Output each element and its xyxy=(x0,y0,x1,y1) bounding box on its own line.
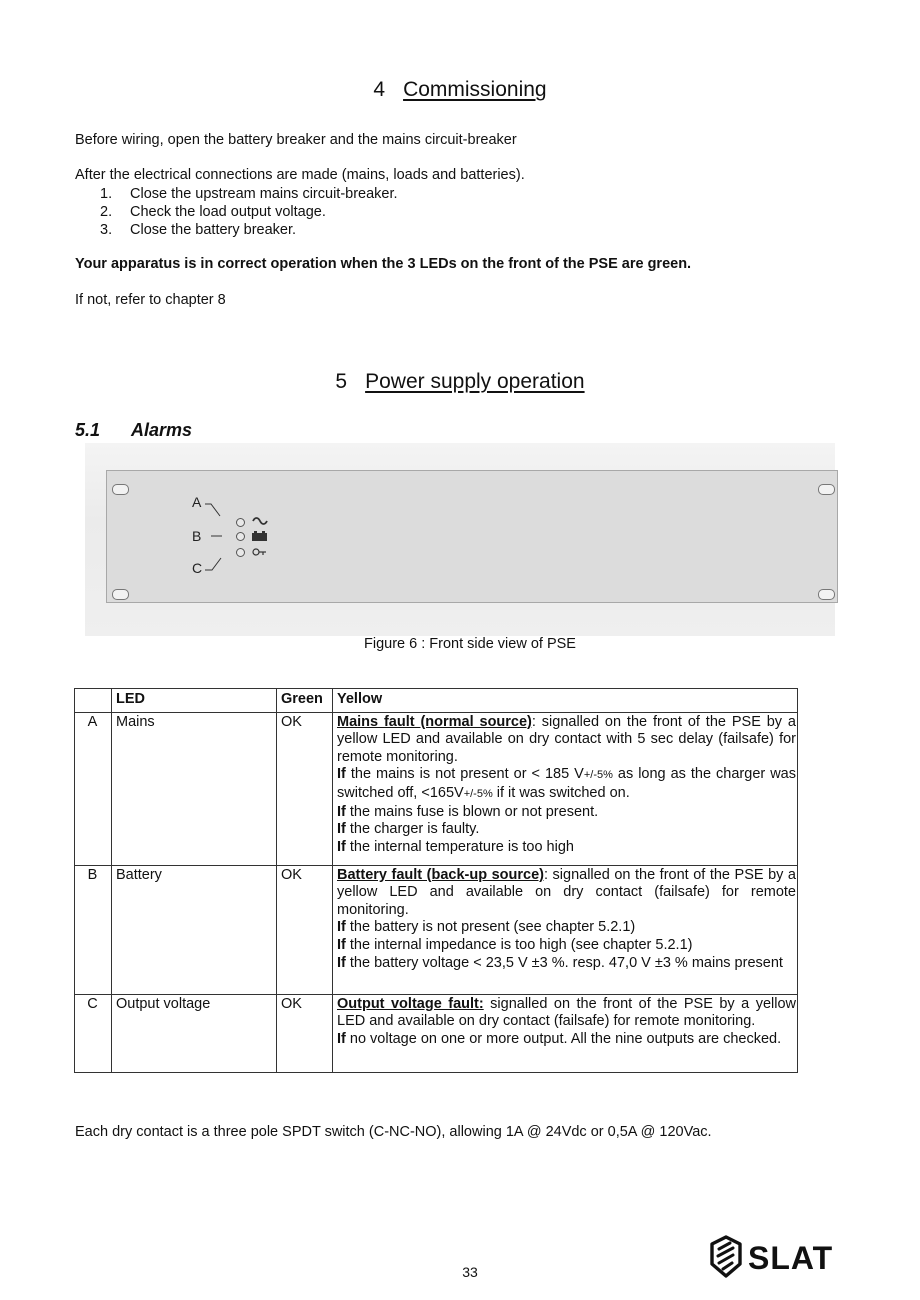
table-row xyxy=(75,994,798,1072)
mounting-hole xyxy=(112,484,129,495)
row-led: Mains xyxy=(112,712,277,865)
page-number: 33 xyxy=(462,1264,478,1280)
row-yellow-description: Output voltage fault: signalled on the front of the PSE by a yellow LED and available on dry contact (failsafe) for remote monitoring. If no voltage on one or more output. All the nine outputs are checked. xyxy=(333,994,798,1072)
bold-note: Your apparatus is in correct operation when the 3 LEDs on the front of the PSE are green. xyxy=(75,256,692,272)
led-a xyxy=(236,518,245,527)
header-yellow: Yellow xyxy=(333,689,798,713)
table-header-row xyxy=(75,689,798,713)
row-green: OK xyxy=(277,994,333,1072)
figure-caption: Figure 6 : Front side view of PSE xyxy=(364,636,576,652)
slat-logo-mark-icon xyxy=(710,1234,846,1280)
mains-icon xyxy=(252,516,268,526)
slat-logo xyxy=(710,1234,846,1284)
intro-paragraph-1: Before wiring, open the battery breaker and the mains circuit-breaker xyxy=(75,132,517,148)
battery-icon xyxy=(252,531,268,541)
logo-text: SLAT xyxy=(748,1240,834,1276)
chapter-5-title: Power supply operation xyxy=(365,370,585,393)
chapter-4-heading xyxy=(0,78,920,102)
list-item: 2. Check the load output voltage. xyxy=(100,204,326,220)
chapter-4-title: Commissioning xyxy=(403,78,547,101)
led-c xyxy=(236,548,245,557)
section-title: Alarms xyxy=(131,420,193,440)
led-b xyxy=(236,532,245,541)
list-item: 1. Close the upstream mains circuit-breaker. xyxy=(100,186,398,202)
output-icon xyxy=(252,547,268,557)
chapter-4-number: 4 xyxy=(373,78,386,101)
header-blank xyxy=(75,689,112,713)
refer-note: If not, refer to chapter 8 xyxy=(75,292,226,308)
row-green: OK xyxy=(277,712,333,865)
mounting-hole xyxy=(818,484,835,495)
row-led: Battery xyxy=(112,865,277,994)
pse-front-panel xyxy=(106,470,838,603)
row-yellow-description: Battery fault (back-up source): signalled on the front of the PSE by a yellow LED and available on dry contact (failsafe) for remote monitoring. If the battery is not present (see chapter 5.2.1) If the internal impedance is too high (see chapter 5.2.1) If the battery voltage < 23,5 V ±3 %. resp. 47,0 V ±3 % mains present xyxy=(333,865,798,994)
section-number: 5.1 xyxy=(75,420,101,440)
mounting-hole xyxy=(818,589,835,600)
alarms-table xyxy=(74,688,798,1073)
table-row xyxy=(75,712,798,865)
dry-contact-note: Each dry contact is a three pole SPDT switch (C-NC-NO), allowing 1A @ 24Vdc or 0,5A @ 120Vac. xyxy=(75,1124,712,1140)
chapter-5-number: 5 xyxy=(335,370,348,393)
intro-paragraph-2: After the electrical connections are made (mains, loads and batteries). xyxy=(75,167,525,183)
steps-list xyxy=(75,185,398,239)
table-row xyxy=(75,865,798,994)
row-letter: C xyxy=(75,994,112,1072)
list-item: 3. Close the battery breaker. xyxy=(100,222,297,238)
header-led: LED xyxy=(112,689,277,713)
chapter-5-heading xyxy=(0,370,920,394)
led-label-b: B xyxy=(192,528,202,544)
section-5-1-heading xyxy=(75,420,192,441)
led-label-c: C xyxy=(192,560,203,576)
led-label-a: A xyxy=(192,494,202,510)
mounting-hole xyxy=(112,589,129,600)
row-led: Output voltage xyxy=(112,994,277,1072)
row-letter: A xyxy=(75,712,112,865)
row-letter: B xyxy=(75,865,112,994)
header-green: Green xyxy=(277,689,333,713)
row-green: OK xyxy=(277,865,333,994)
row-yellow-description: Mains fault (normal source): signalled on the front of the PSE by a yellow LED and available on dry contact with 5 sec delay (failsafe) for remote monitoring. If the mains is not present or < 185 V+/-5% as long as the charger was switched off, <165V+/-5% if it was switched on. If the mains fuse is blown or not present. If the charger is faulty. If the internal temperature is too high xyxy=(333,712,798,865)
